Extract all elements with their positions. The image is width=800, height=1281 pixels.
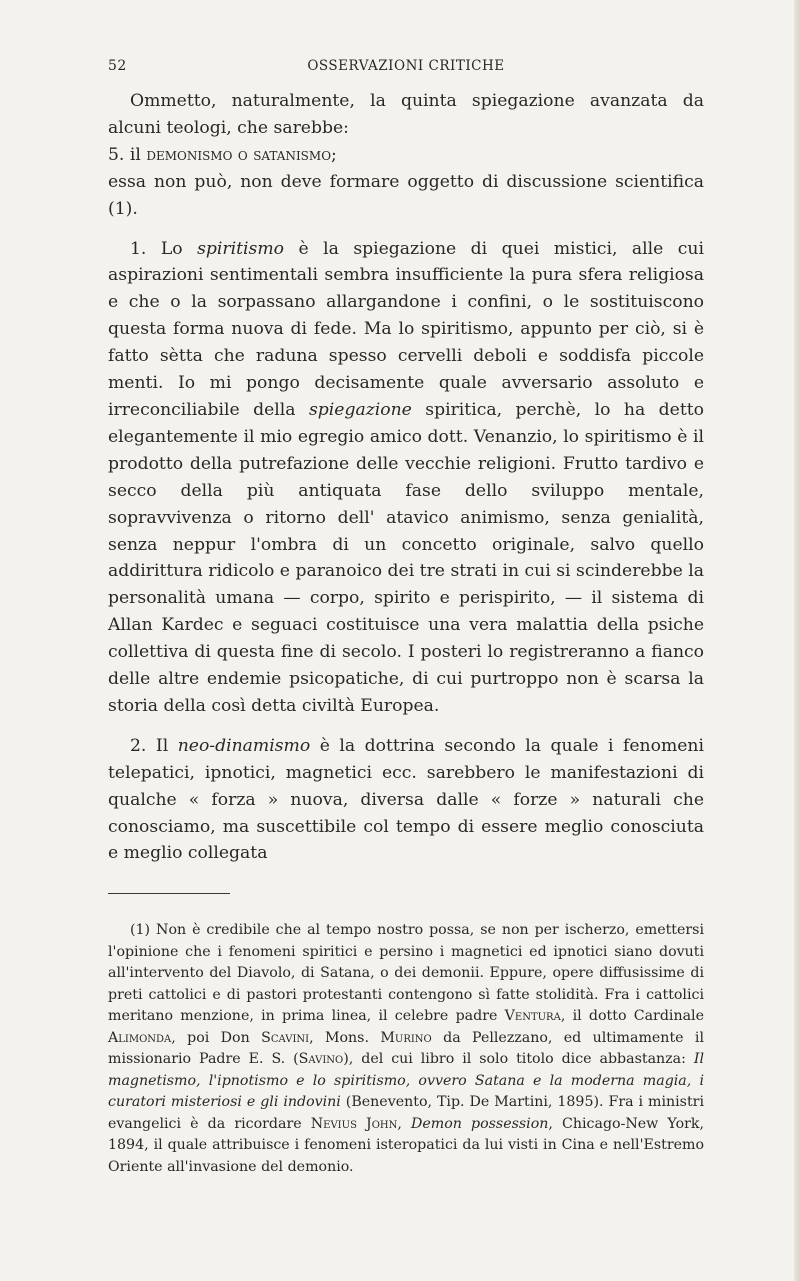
fn-book-title-1: Il magnetismo, l'ipnotismo e lo spiritismo, ovvero Satana e la moderna magia, i curatori misteriosi e gli indovini <box>108 1051 704 1111</box>
para2-text: è la dottrina secondo la quale i fenomeni telepatici, ipnotici, magnetici ecc. sarebbero le manifestazioni di qualche « forza » nuova, diversa dalle « forze » naturali che conosciamo, ma suscettibile col tempo di essere meglio conosciuta e meglio collegata <box>108 735 704 864</box>
fn-name-savino: Savino <box>298 1051 344 1068</box>
fn-name-murino: Murino <box>380 1029 432 1046</box>
fn-text-6: ), del cui libro il solo titolo dice abbastanza: <box>343 1051 694 1068</box>
footnotes <box>108 920 704 1178</box>
item-5-tail: essa non può, non deve formare oggetto di discussione scientifica (1). <box>108 171 704 219</box>
footnote-1 <box>108 920 704 1178</box>
running-title: OSSERVAZIONI CRITICHE <box>307 58 505 74</box>
para1-text1: è la spiegazione di quei mistici, alle cui aspirazioni sentimentali sembra insufficiente la pura sfera religiosa e che o la sorpassano allargandone i confini, o le sostituiscono questa forma nuova di fede. Ma lo spiritismo, appunto per ciò, si è fatto sètta che raduna spesso cervelli deboli e soddisfa piccole menti. Io mi pongo decisamente quale avversario assoluto e irreconciliabile della <box>108 238 704 420</box>
book-page <box>108 58 704 1178</box>
item-5-term: demonismo o satanismo <box>146 144 332 165</box>
para1-text2: spiritica, perchè, lo ha detto elegantemente il mio egregio amico dott. Venanzio, lo spiritismo è il prodotto della putrefazione delle vecchie religioni. Frutto tardivo e secco della più antiquata fase dello sviluppo mentale, sopravvivenza o ritorno dell' atavico animismo, senza genialità, senza neppur l'ombra di un concetto originale, salvo quello addirittura ridicolo e paranoico dei tre strati in cui si scinderebbe la personalità umana — corpo, spirito e perispirito, — il sistema di Allan Kardec e seguaci costituisce una vera malattia della psiche collettiva di questa fine di secolo. I posteri lo registreranno a fianco delle altre endemie psicopatiche, di cui purtroppo non è scarsa la storia della così detta civiltà Europea. <box>108 399 704 716</box>
paragraph-neo-dinamismo <box>108 733 704 868</box>
item-5-number: 5. <box>108 144 125 165</box>
item-5-demonismo <box>108 142 704 169</box>
para1-term: spiritismo <box>197 238 284 259</box>
fn-text-4: , Mons. <box>309 1029 381 1046</box>
main-text <box>108 88 704 867</box>
fn-text-7: (Benevento, Tip. De Martini, 1895). Fra i ministri evangelici è da ricordare <box>108 1094 704 1132</box>
page-edge-shadow <box>794 0 800 1281</box>
page-number: 52 <box>108 58 127 74</box>
paragraph-spiritismo <box>108 236 704 720</box>
footnote-rule <box>108 893 230 894</box>
fn-name-alimonda: Alimonda <box>108 1029 172 1046</box>
fn-text-2: , il dotto Cardinale <box>560 1008 704 1025</box>
fn-name-nevius: Nevius John <box>310 1115 398 1132</box>
fn-name-scavini: Scavini <box>261 1029 310 1046</box>
para2-lead: 2. Il <box>130 735 178 756</box>
running-header <box>108 58 704 80</box>
fn-text-3: , poi Don <box>171 1029 262 1046</box>
fn-text-9: , Chicago-New York, 1894, il quale attribuisce i fenomeni isteropatici da lui visti in Cina e nell'Estremo Oriente all'invasione del demonio. <box>108 1115 704 1175</box>
fn-text-5: da Pellezzano, ed ultimamente il missionario Padre E. S. ( <box>108 1029 704 1068</box>
para1-term2: spiegazione <box>308 399 412 420</box>
fn-name-ventura: Ventura <box>504 1008 561 1025</box>
item-5-punct: ; <box>331 144 337 165</box>
fn-text-1: (1) Non è credibile che al tempo nostro possa, se non per ischerzo, emettersi l'opinione che i fenomeni spiritici e persino i magnetici ed ipnotici siano dovuti all'intervento del Diavolo, di Satana, o dei demonii. Eppure, opere diffusissime di preti cattolici e di pastori protestanti contengono sì fatte stolidità. Fra i cattolici meritano menzione, in prima linea, il celebre padre <box>108 922 704 1025</box>
para2-term: neo-dinamismo <box>177 735 311 756</box>
fn-text-8: , <box>397 1115 412 1132</box>
para1-lead: 1. Lo <box>130 238 198 259</box>
intro-paragraph: Ommetto, naturalmente, la quinta spiegazione avanzata da alcuni teologi, che sarebbe: <box>108 91 704 138</box>
fn-book-title-2: Demon possession <box>411 1115 549 1132</box>
item-5-article: il <box>129 144 141 165</box>
